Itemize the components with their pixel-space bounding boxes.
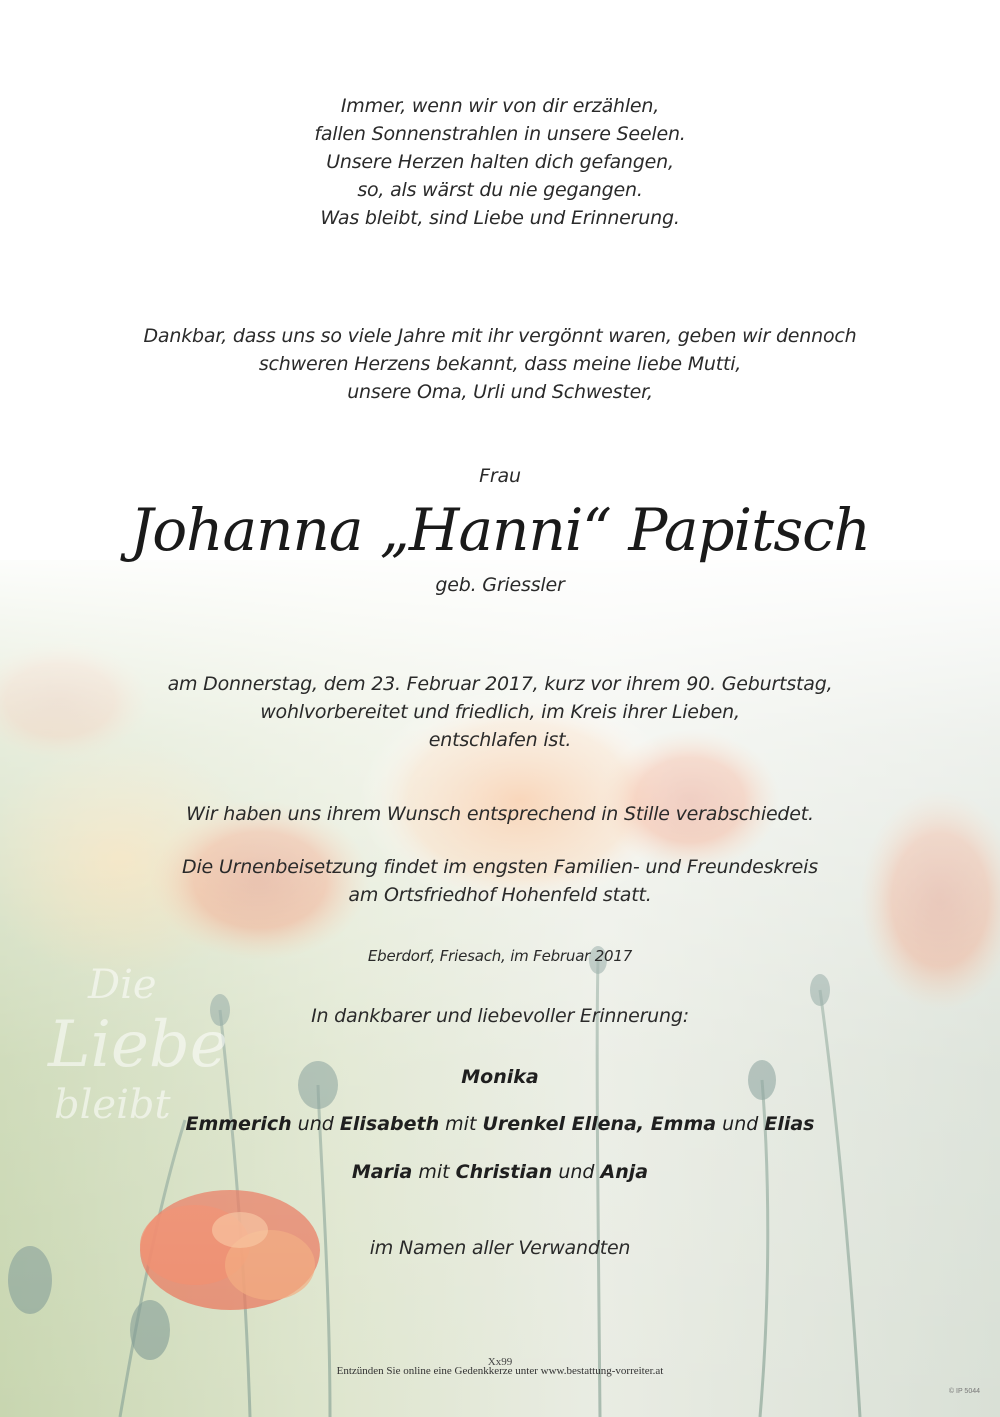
conjunction: und bbox=[558, 1161, 595, 1183]
mourners-line-2 bbox=[0, 1109, 1000, 1139]
footer-code: Xx99 bbox=[487, 1356, 513, 1368]
conjunction: und bbox=[722, 1113, 759, 1135]
birth-name: geb. Griessler bbox=[435, 574, 565, 596]
mourner-name: Monika bbox=[461, 1066, 539, 1088]
conjunction: und bbox=[297, 1113, 334, 1135]
mourners-line-1 bbox=[0, 1062, 1000, 1092]
relatives-text: im Namen aller Verwandten bbox=[369, 1237, 631, 1259]
mourner-name: Anja bbox=[600, 1161, 649, 1183]
farewell-text: Wir haben uns ihrem Wunsch entsprechend in Stille verabschiedet. bbox=[186, 803, 814, 825]
mourner-name: Christian bbox=[455, 1161, 553, 1183]
place-date: Eberdorf, Friesach, im Februar 2017 bbox=[367, 947, 633, 965]
death-notice-line-1: am Donnerstag, dem 23. Februar 2017, kurz vor ihrem 90. Geburtstag, bbox=[167, 673, 833, 695]
candle-link-text[interactable]: Entzünden Sie online eine Gedenkkerze unter www.bestattung-vorreiter.at bbox=[336, 1365, 664, 1377]
poem-line-4: so, als wärst du nie gegangen. bbox=[357, 179, 643, 201]
poem-line-2: fallen Sonnenstrahlen in unsere Seelen. bbox=[314, 123, 686, 145]
burial-line-1: Die Urnenbeisetzung findet im engsten Familien- und Freundeskreis bbox=[182, 856, 818, 878]
mourner-name: Urenkel Ellena, Emma bbox=[482, 1113, 717, 1135]
conjunction: mit bbox=[418, 1161, 450, 1183]
mourner-name: Maria bbox=[351, 1161, 413, 1183]
burial-line-2: am Ortsfriedhof Hohenfeld statt. bbox=[348, 884, 652, 906]
poem-line-5: Was bleibt, sind Liebe und Erinnerung. bbox=[320, 207, 680, 229]
watermark-line-2: Liebe bbox=[48, 1008, 228, 1082]
deceased-name: Johanna „Hanni“ Papitsch bbox=[130, 496, 870, 564]
remembrance-text: In dankbarer und liebevoller Erinnerung: bbox=[311, 1005, 689, 1027]
watermark-lettering bbox=[48, 960, 228, 1130]
death-notice-line-2: wohlvorbereitet und friedlich, im Kreis ihrer Lieben, bbox=[260, 701, 740, 723]
corner-mark: © IP 5044 bbox=[948, 1388, 980, 1395]
title-prefix: Frau bbox=[479, 465, 521, 487]
conjunction: mit bbox=[445, 1113, 477, 1135]
mourner-name: Elisabeth bbox=[339, 1113, 440, 1135]
intro-line-1: Dankbar, dass uns so viele Jahre mit ihr vergönnt waren, geben wir dennoch bbox=[143, 325, 857, 347]
intro-line-3: unsere Oma, Urli und Schwester, bbox=[347, 381, 653, 403]
death-notice-line-3: entschlafen ist. bbox=[428, 729, 572, 751]
mourner-name: Elias bbox=[764, 1113, 815, 1135]
watermark-line-3: bleibt bbox=[54, 1082, 171, 1128]
poem-line-3: Unsere Herzen halten dich gefangen, bbox=[326, 151, 674, 173]
mourners-line-3 bbox=[0, 1157, 1000, 1187]
poem-line-1: Immer, wenn wir von dir erzählen, bbox=[340, 95, 660, 117]
watermark-line-1: Die bbox=[88, 962, 157, 1008]
mourner-name: Emmerich bbox=[185, 1113, 292, 1135]
intro-line-2: schweren Herzens bekannt, dass meine liebe Mutti, bbox=[258, 353, 742, 375]
